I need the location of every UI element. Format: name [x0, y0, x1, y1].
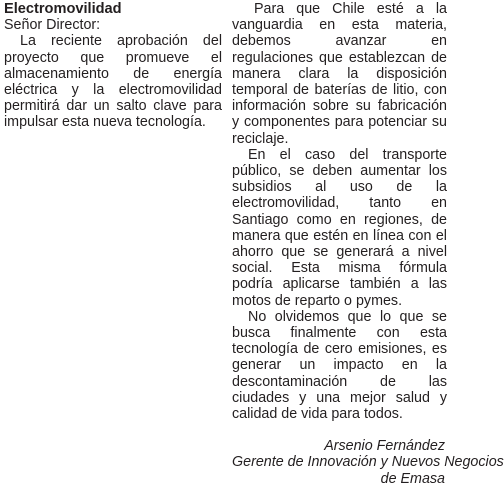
- letter-paragraph-1: La reciente aprobación del proyecto que promueve el almacenamiento de energía eléctrica y la electromovilidad permitirá dar un salto clave para impulsar esta nueva tecnología.: [4, 33, 222, 131]
- left-column: [4, 1, 222, 131]
- letter-paragraph-4: No olvidemos que lo que se busca finalmente con esta tecnología de cero emisiones, es generar un impacto en la descontaminación de las ciudades y una mejor salud y calidad de vida para todos.: [232, 308, 447, 423]
- signature-name: Arsenio Fernández: [324, 438, 445, 455]
- letter-title: Electromovilidad: [4, 1, 122, 17]
- signature-role-line-2: de Emasa: [380, 470, 445, 487]
- letter-paragraph-3: En el caso del transporte público, se deben aumentar los subsidios al uso de la electromovilidad, tanto en Santiago como en regiones, de manera que estén en línea con el ahorro que se generará a nivel social. Esta misma fórmula podría aplicarse también a las motos de reparto o pymes.: [232, 146, 447, 309]
- letter-signature: [232, 438, 504, 487]
- right-column: [232, 1, 504, 487]
- letter-paragraph-2: Para que Chile esté a la vanguardia en esta materia, debemos avanzar en regulaciones que establezcan de manera clara la disposición temporal de baterías de litio, con información sobre su fabricación y componentes para potenciar su reciclaje.: [232, 1, 447, 147]
- letter-salutation: Señor Director:: [4, 17, 101, 34]
- signature-role-line-1: Gerente de Innovación y Nuevos Negocios: [232, 454, 504, 471]
